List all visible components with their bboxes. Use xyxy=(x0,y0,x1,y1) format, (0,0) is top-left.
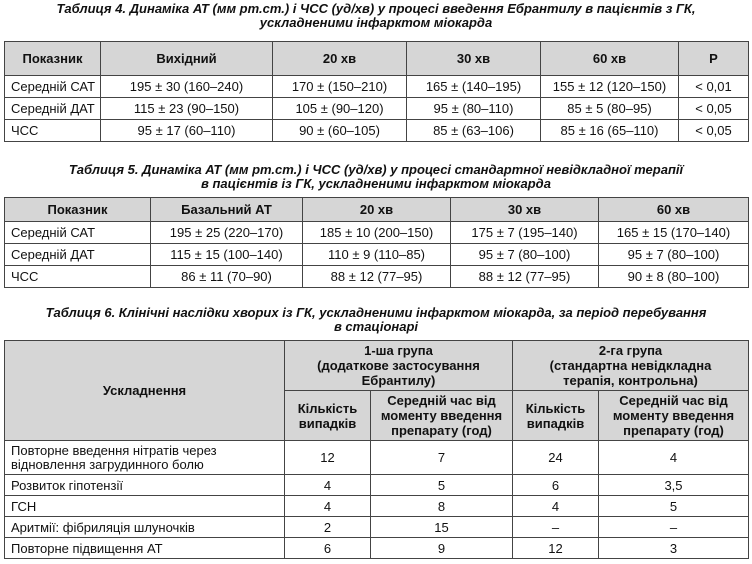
table6-cell-label xyxy=(5,441,285,475)
subheader-line: препарату (год) xyxy=(391,423,492,438)
table-row xyxy=(5,266,749,288)
table5-cell: 90 ± 8 (80–100) xyxy=(599,266,749,288)
table-row xyxy=(5,120,749,142)
table5-caption-line2: в пацієнтів із ГК, ускладненими інфарктом міокарда xyxy=(201,176,551,191)
table4-header-20min: 20 хв xyxy=(273,42,407,76)
table6-cell: 3 xyxy=(599,538,749,559)
table4-cell: 115 ± 23 (90–150) xyxy=(101,98,273,120)
table6-cell-label: ГСН xyxy=(5,496,285,517)
table6-cell: – xyxy=(599,517,749,538)
table5-cell: 115 ± 15 (100–140) xyxy=(151,244,303,266)
table4-cell: 105 ± (90–120) xyxy=(273,98,407,120)
table5-cell: 175 ± 7 (195–140) xyxy=(451,222,599,244)
table6-caption xyxy=(0,306,752,334)
table6-cell: 12 xyxy=(513,538,599,559)
table4 xyxy=(4,41,749,142)
table-row xyxy=(5,244,749,266)
table5-cell-label: Середній САТ xyxy=(5,222,151,244)
table4-header-60min: 60 хв xyxy=(541,42,679,76)
table6-group-row xyxy=(5,341,749,391)
table4-cell: 85 ± (63–106) xyxy=(407,120,541,142)
table6-cell: 6 xyxy=(513,475,599,496)
table6-cell: 2 xyxy=(285,517,371,538)
table6-cell: – xyxy=(513,517,599,538)
table6-cell-label: Повторне підвищення АТ xyxy=(5,538,285,559)
table6-cell-label: Аритмії: фібриляція шлуночків xyxy=(5,517,285,538)
table6-cell: 4 xyxy=(513,496,599,517)
table6-cell: 24 xyxy=(513,441,599,475)
table5-header-row xyxy=(5,198,749,222)
group1-subtitle: (додаткове застосування xyxy=(317,358,480,373)
label-line: відновлення загрудинного болю xyxy=(11,456,204,472)
subheader-line: Середній час від xyxy=(387,393,496,408)
table6-header-complications: Ускладнення xyxy=(5,341,285,441)
table4-cell: 85 ± 16 (65–110) xyxy=(541,120,679,142)
table5-cell: 88 ± 12 (77–95) xyxy=(303,266,451,288)
table4-cell-label: ЧСС xyxy=(5,120,101,142)
table5-cell-label: Середній ДАТ xyxy=(5,244,151,266)
table-row xyxy=(5,76,749,98)
table6-cell: 15 xyxy=(371,517,513,538)
table6-cell: 4 xyxy=(285,475,371,496)
label-line: Повторне введення нітратів через xyxy=(11,442,217,458)
table4-cell: 85 ± 5 (80–95) xyxy=(541,98,679,120)
table5-caption-line1: Таблиця 5. Динаміка АТ (мм рт.ст.) і ЧСС (уд/хв) у процесі стандартної невідкладної терапії xyxy=(68,162,684,177)
table6-cell: 8 xyxy=(371,496,513,517)
group1-subtitle: Ебрантилу) xyxy=(361,373,436,388)
table4-header-baseline: Вихідний xyxy=(101,42,273,76)
table4-cell: < 0,01 xyxy=(679,76,749,98)
table4-cell: 170 ± (150–210) xyxy=(273,76,407,98)
table5-cell: 95 ± 7 (80–100) xyxy=(451,244,599,266)
subheader-line: Кількість xyxy=(525,400,586,416)
table5-header-60min: 60 хв xyxy=(599,198,749,222)
table6 xyxy=(4,340,749,559)
table-row xyxy=(5,222,749,244)
table6-cell: 12 xyxy=(285,441,371,475)
table5-cell-label: ЧСС xyxy=(5,266,151,288)
table4-cell: < 0,05 xyxy=(679,120,749,142)
group2-subtitle: (стандартна невідкладна xyxy=(549,358,712,373)
subheader-line: випадків xyxy=(298,415,357,431)
table6-cell: 4 xyxy=(285,496,371,517)
subheader-line: препарату (год) xyxy=(623,423,724,438)
subheader-line: моменту введення xyxy=(380,408,503,423)
table6-cell: 3,5 xyxy=(599,475,749,496)
table4-cell: 90 ± (60–105) xyxy=(273,120,407,142)
table5-cell: 110 ± 9 (110–85) xyxy=(303,244,451,266)
table4-cell-label: Середній ДАТ xyxy=(5,98,101,120)
subheader-line: випадків xyxy=(526,415,585,431)
table6-header-group2 xyxy=(513,341,749,391)
table5-cell: 88 ± 12 (77–95) xyxy=(451,266,599,288)
group1-title: 1-ша група xyxy=(364,343,433,358)
table6-header-group1 xyxy=(285,341,513,391)
table6-subheader-count xyxy=(285,391,371,441)
table6-cell: 9 xyxy=(371,538,513,559)
table5-header-basal: Базальний АТ xyxy=(151,198,303,222)
subheader-line: моменту введення xyxy=(612,408,735,423)
table4-cell: 165 ± (140–195) xyxy=(407,76,541,98)
table4-cell: 195 ± 30 (160–240) xyxy=(101,76,273,98)
table4-cell: 95 ± (80–110) xyxy=(407,98,541,120)
table6-cell: 5 xyxy=(371,475,513,496)
table6-caption-line1: Таблиця 6. Клінічні наслідки хворих із ГК, ускладненими інфарктом міокарда, за період перебування xyxy=(45,305,707,320)
table5-cell: 95 ± 7 (80–100) xyxy=(599,244,749,266)
table5-cell: 165 ± 15 (170–140) xyxy=(599,222,749,244)
table4-cell-label: Середній САТ xyxy=(5,76,101,98)
table4-caption-line2: ускладненими інфарктом міокарда xyxy=(259,15,493,30)
table4-cell: < 0,05 xyxy=(679,98,749,120)
table6-subheader-time xyxy=(599,391,749,441)
table4-cell: 95 ± 17 (60–110) xyxy=(101,120,273,142)
table4-header-row xyxy=(5,42,749,76)
table4-header-30min: 30 хв xyxy=(407,42,541,76)
table5-cell: 195 ± 25 (220–170) xyxy=(151,222,303,244)
table6-subheader-count xyxy=(513,391,599,441)
table6-cell: 4 xyxy=(599,441,749,475)
table-row xyxy=(5,538,749,559)
table4-caption-line1: Таблиця 4. Динаміка АТ (мм рт.ст.) і ЧСС (уд/хв) у процесі введення Ебрантилу в пацієнтів з ГК, xyxy=(56,1,696,16)
table5-header-20min: 20 хв xyxy=(303,198,451,222)
table6-cell-label: Розвиток гіпотензії xyxy=(5,475,285,496)
table5-cell: 185 ± 10 (200–150) xyxy=(303,222,451,244)
table-row xyxy=(5,517,749,538)
table5-cell: 86 ± 11 (70–90) xyxy=(151,266,303,288)
table4-cell: 155 ± 12 (120–150) xyxy=(541,76,679,98)
subheader-line: Середній час від xyxy=(619,393,728,408)
table6-cell: 6 xyxy=(285,538,371,559)
table5-header-indicator: Показник xyxy=(5,198,151,222)
group2-title: 2-га група xyxy=(598,343,663,358)
table4-header-p: Р xyxy=(679,42,749,76)
table-row xyxy=(5,98,749,120)
table6-caption-line2: в стаціонарі xyxy=(333,319,419,334)
table5-header-30min: 30 хв xyxy=(451,198,599,222)
group2-subtitle: терапія, контрольна) xyxy=(563,373,698,388)
table5-caption xyxy=(0,163,752,191)
table6-cell: 5 xyxy=(599,496,749,517)
table-row xyxy=(5,496,749,517)
table4-caption xyxy=(0,2,752,30)
table6-subheader-time xyxy=(371,391,513,441)
table6-cell: 7 xyxy=(371,441,513,475)
table5 xyxy=(4,197,749,288)
table-row xyxy=(5,475,749,496)
table-row xyxy=(5,441,749,475)
table4-header-indicator: Показник xyxy=(5,42,101,76)
subheader-line: Кількість xyxy=(297,400,358,416)
